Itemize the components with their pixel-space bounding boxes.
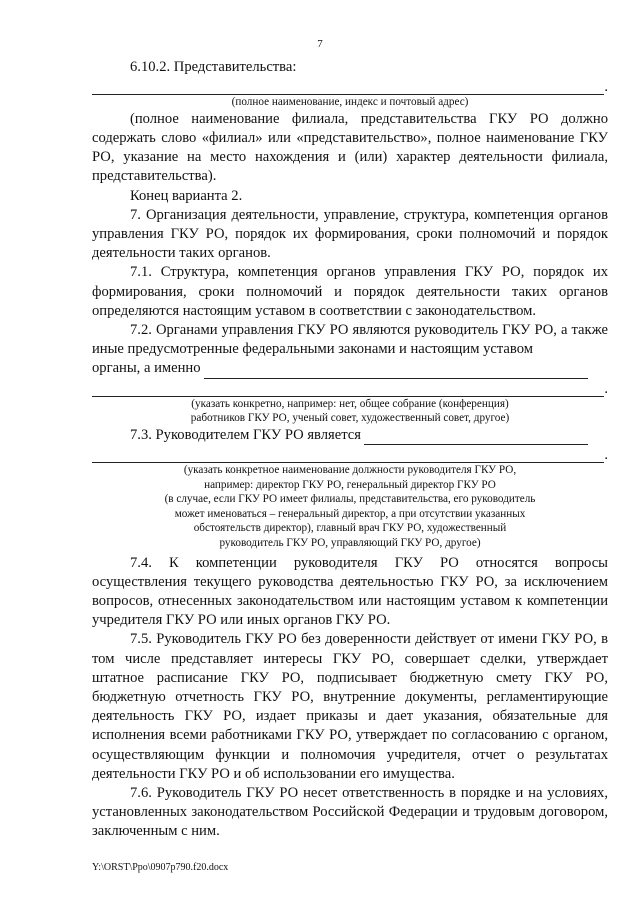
- paragraph-7-6: 7.6. Руководитель ГКУ РО несет ответственность в порядке и на условиях, установленных законодательством Российской Федерации и трудовым договором, заключенным с ним.: [92, 785, 608, 840]
- note-6-10-2: (полное наименование, индекс и почтовый адрес): [231, 96, 469, 109]
- note-7-2-line1: (указать конкретно, например: нет, общее собрание (конференция): [191, 397, 509, 410]
- fill-in-line: [92, 79, 604, 95]
- page-number: 7: [317, 38, 323, 50]
- end-variant-text: Конец варианта 2.: [130, 187, 243, 204]
- note-7-3-line1: (указать конкретное наименование должности руководителя ГКУ РО,: [183, 464, 517, 477]
- paragraph-7-5: 7.5. Руководитель ГКУ РО без доверенности действует от имени ГКУ РО, в том числе представляет интересы ГКУ РО, совершает сделки, утверждает штатное расписание ГКУ РО, подписывает бюджетную смету ГКУ РО, бюджетную отчетность ГКУ РО, внутренние документы, регламентирующие деятельность ГКУ РО, издает приказы и дает указания, обязательные для исполнения всеми работниками ГКУ РО, утверждает по согласованию с органом, осуществляющим функции и полномочия учредителя, отчет о результатах деятельности ГКУ РО и об использовании его имущества.: [92, 631, 608, 782]
- paragraph-7-3-fill-row: [92, 426, 608, 445]
- paragraph-branch-name: (полное наименование филиала, представительства ГКУ РО должно содержать слово «филиал» или «представительство», полное наименование ГКУ РО, указание на место нахождения и (или) характер деятельности филиала, представительства).: [92, 110, 608, 185]
- note-7-3-line4: может именоваться – генеральный директор, а при отсутствии указанных: [174, 507, 526, 520]
- note-7-3-line3: (в случае, если ГКУ РО имеет филиалы, представительства, его руководитель: [164, 493, 536, 506]
- paragraph-7-3: 7.3. Руководителем ГКУ РО является: [130, 426, 361, 443]
- section-6-10-2-heading: 6.10.2. Представительства:: [130, 59, 297, 75]
- paragraph-7: 7. Организация деятельности, управление, структура, компетенция органов управления ГКУ РО, порядок их формирования, сроки полномочий и порядок деятельности таких органов.: [92, 206, 608, 262]
- paragraph-7-4: 7.4. К компетенции руководителя ГКУ РО относятся вопросы осуществления текущего руководства деятельностью ГКУ РО, за исключением вопросов, отнесенных законодательством или настоящим уставом к компетенции учредителя ГКУ РО или иных органов ГКУ РО.: [92, 554, 608, 629]
- fill-in-line: [92, 381, 604, 397]
- file-path-footer: Y:\ORST\Ppo\0907p790.f20.docx: [92, 862, 229, 873]
- blank-line-7-2: .: [92, 381, 608, 397]
- note-7-3-line6: руководитель ГКУ РО, управляющий ГКУ РО, другое): [219, 537, 481, 549]
- fill-in-line: [204, 363, 588, 379]
- blank-line-6-10-2: .: [92, 79, 608, 95]
- note-7-2-line2: работников ГКУ РО, ученый совет, художественный совет, другое): [190, 412, 510, 425]
- fill-in-line: [364, 429, 588, 445]
- document-body: [92, 58, 608, 842]
- paragraph-7-2: 7.2. Органами управления ГКУ РО являются руководитель ГКУ РО, а также иные предусмотренные федеральными законами и настоящим уставом: [92, 322, 608, 358]
- note-7-3-line5: обстоятельств директор), главный врач ГКУ РО, художественный: [193, 522, 507, 535]
- blank-line-7-3: .: [92, 447, 608, 463]
- paragraph-7-2-tail: органы, а именно: [92, 360, 201, 377]
- note-7-3-line2: например: директор ГКУ РО, генеральный директор ГКУ РО: [204, 478, 496, 491]
- paragraph-7-1: 7.1. Структура, компетенция органов управления ГКУ РО, порядок их формирования, сроки полномочий и порядок деятельности таких органов определяются настоящим уставом в соответствии с законодательством.: [92, 264, 608, 319]
- fill-in-line: [92, 447, 604, 463]
- paragraph-7-2-fill-row: [92, 359, 608, 378]
